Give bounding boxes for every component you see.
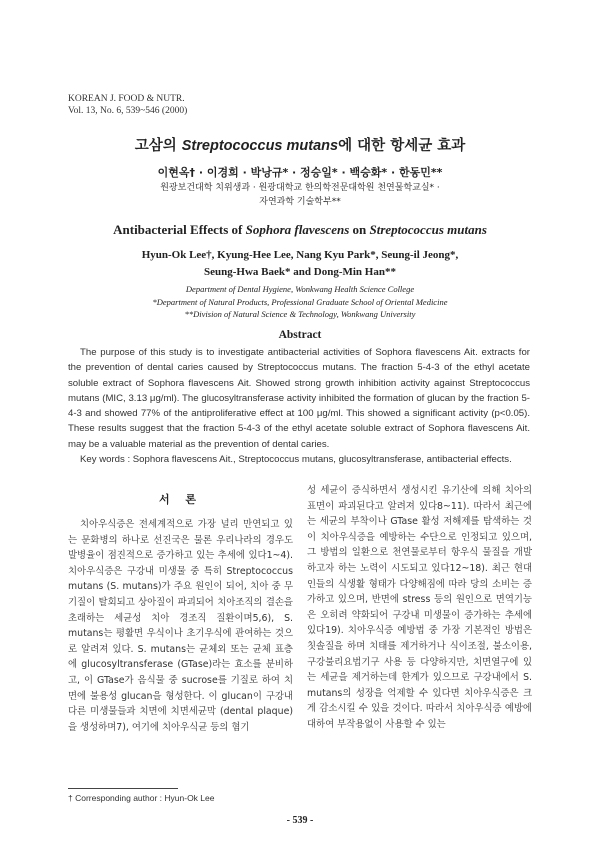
abstract-heading: Abstract bbox=[278, 329, 322, 341]
left-column bbox=[68, 485, 293, 735]
journal-citation bbox=[68, 93, 187, 117]
abstract-text: The purpose of this study is to investigate antibacterial activities of Sophora flavescens Ait. extracts for the prevention of dental caries caused by Streptococcus mutans. The fraction 5-4-3 of the ethyl acetate soluble extract of Sophora flavescens Ait. Showed strong growth inhibition activity against Streptococcus mutans (MIC, 3.13 μg/ml). The glucosyltransferase activity inhibited the formation of glucan by the fraction 5-4-3 and showed 77% of the antiproliferative effect at 100 μg/ml. This showed a significant activity (p<0.05). These results suggest that the fraction 5-4-3 of the ethyl acetate soluble extract of Sophora flavescens Ait. may be a valuable material as the prevention of dental caries. bbox=[68, 347, 530, 450]
korean-affiliations: 원광보건대학 치위생과 · 원광대학교 한의학전문대학원 천연물학교실* · 자연과학 기술학부** bbox=[160, 183, 440, 207]
english-title: Antibacterial Effects of Sophora flavescens on Streptococcus mutans bbox=[113, 222, 487, 237]
abstract-body bbox=[68, 345, 530, 467]
page-number: - 539 - bbox=[286, 815, 314, 826]
english-affiliations: Department of Dental Hygiene, Wonkwang Health Science College *Department of Natural Products, Professional Graduate School of Oriental Medicine **Division of Natural Science & Technology, Wonkwang University bbox=[152, 284, 448, 319]
english-authors: Hyun-Ok Lee†, Kyung-Hee Lee, Nang Kyu Park*, Seung-il Jeong*, Seung-Hwa Baek* and Dong-Min Han** bbox=[141, 249, 459, 278]
journal-volume: Vol. 13, No. 6, 539~546 (2000) bbox=[68, 106, 188, 116]
left-paragraph: 치아우식증은 전세계적으로 가장 널리 만연되고 있는 문화병의 하나로 선진국은 물론 우리나라의 경우도 발병율이 점진적으로 증가하고 있는 추세에 있다1~4). 치아우식증은 구강내 미생물 중 특히 Streptococcus mutans (S. mutans)가 주요 원인이 되어, 치아 중 무기질이 탈회되고 상아질이 파괴되어 치아조직의 결손을 초래하는 세균성 치아 경조직 질환이며5,6), S. mutans는 평활면 우식이나 초기우식에 관여하는 것으로 알려져 있다. S. mutans는 균체외 또는 균체 표층에 glucosyltransferase (GTase)라는 효소를 분비하고, 이 GTase가 음식물 중 sucrose를 기질로 하여 치면에 불용성 glucan을 형성한다. 이 glucan이 구강내 다른 미생물들과 치면에 치면세균막 (dental plaque)을 생성하며7), 여기에 치아우식균 등의 혐기 bbox=[68, 519, 293, 733]
section-title: 서 론 bbox=[158, 493, 203, 506]
footnote: † Corresponding author : Hyun-Ok Lee bbox=[68, 793, 215, 803]
keywords: Key words : Sophora flavescens Ait., Streptococcus mutans, glucosyltransferase, antibacterial effects. bbox=[80, 454, 512, 466]
right-paragraph: 성 세균이 증식하면서 생성시킨 유기산에 의해 치아의 표면이 파괴된다고 알려져 있다8~11). 따라서 최근에는 세균의 부착이나 GTase 활성 저해제를 탐색하는 것이 치아우식증을 예방하는 수단으로 인정되고 있으며, 그 방법의 일환으로 천연물로부터 항우식 물질을 개발하고자 하는 노력이 시도되고 있다12~18). 최근 현대인들의 식생활 형태가 다양해짐에 따라 당의 소비는 증가하고 있으며, 반면에 stress 등의 원인으로 면역기능은 오히려 약화되어 구강내 미생물이 증가하는 추세에 있다19). 치아우식증 예방법 중 가장 기본적인 방법은 칫솔질을 하며 치태를 제거하거나 식이조절, 불소이용, 구강불리요법기구 사용 등 다양하지만, 치면열구에 있는 세균을 제거하는데 한계가 있으므로 구강내에서 S. mutans의 성장을 억제할 수 있다면 치아우식증은 크게 감소시킬 수 있을 것이다. 따라서 치아우식증 예방에 대하여 부작용없이 사용할 수 있는 bbox=[307, 485, 532, 730]
korean-authors: 이현옥† · 이경희 · 박낭규* · 정승일* · 백승화* · 한동민** bbox=[157, 166, 443, 179]
journal-name: KOREAN J. FOOD & NUTR. bbox=[68, 94, 185, 104]
footnote-rule bbox=[68, 788, 178, 789]
korean-title: 고삼의 Streptococcus mutans에 대한 항세균 효과 bbox=[134, 138, 466, 154]
right-column bbox=[307, 483, 532, 733]
